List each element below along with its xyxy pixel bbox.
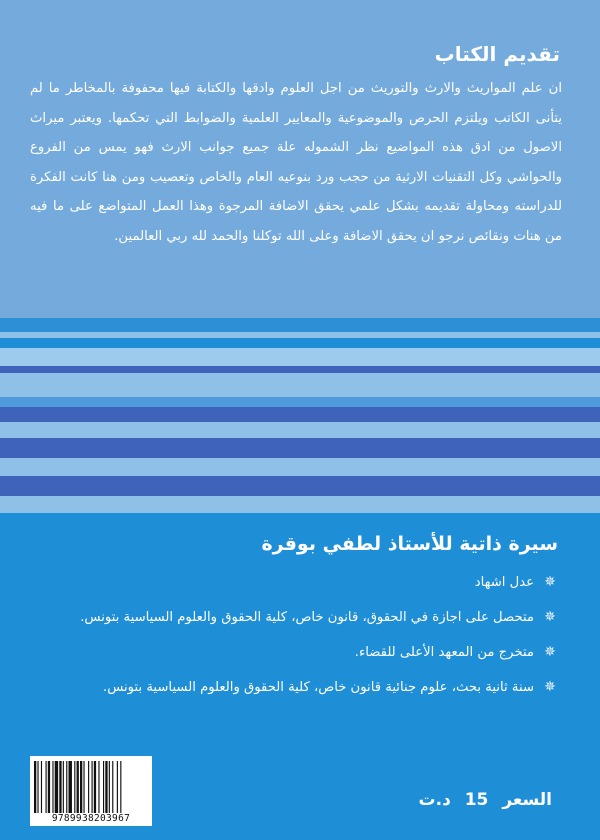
- barcode-bar: [41, 761, 42, 813]
- star-icon: ✵: [544, 679, 556, 695]
- star-icon: ✵: [544, 574, 556, 590]
- stripe: [0, 496, 600, 513]
- barcode-bar: [77, 761, 79, 813]
- stripe: [0, 366, 600, 373]
- stripe: [0, 476, 600, 496]
- stripe: [0, 407, 600, 422]
- barcode-bar: [120, 761, 121, 813]
- barcode-bar: [37, 761, 38, 813]
- barcode-bar: [105, 761, 107, 813]
- barcode-bar: [80, 761, 82, 813]
- stripe: [0, 373, 600, 397]
- price: [415, 790, 556, 810]
- barcode-bar: [94, 761, 96, 813]
- bio-item: ✵ سنة ثانية بحث، علوم جنائية قانون خاص، كلية الحقوق والعلوم السياسية بتونس.: [44, 673, 560, 702]
- barcode-bar: [83, 761, 84, 813]
- barcode-bar: [59, 761, 61, 813]
- bio-title: سيرة ذاتية للأستاذ لطفي بوقرة: [261, 533, 558, 555]
- barcode-bar: [98, 761, 99, 813]
- barcode-bar: [55, 761, 58, 813]
- barcode-bar: [74, 761, 75, 813]
- barcode-bar: [109, 761, 110, 813]
- barcode-bar: [52, 761, 53, 813]
- intro-body: ان علم المواريث والارث والتوريث من اجل العلوم وادقها والكتابة فيها محفوفة بالمخاطر ما لم يتأنى الكاتب ويلتزم الحرص والموضوعية والمعايير العلمية والضوابط التي تحكمها. ويعتبر ميراث الاصول من ادق هذه المواضيع نظر الشموله علة جميع جوانب الارث فهو يمس من الفروع والحواشي وكل التقنيات الارثية من حجب ورد بنوعيه العام والخاص وتعصيب ومن هنا كانت الفكرة للدراسته ومحاولة تقديمه بشكل علمي يحقق الاضافة المرجوة وهذا العمل المتواضع على ما فيه من هنات ونقائص نرجو ان يحقق الاضافة وعلى الله توكلنا والحمد لله ربي العالمين.: [30, 81, 562, 244]
- bio-item: ✵ عدل اشهاد: [44, 568, 560, 597]
- price-label: السعر: [502, 790, 552, 810]
- price-amount: 15: [464, 790, 489, 810]
- bio-list: [44, 568, 560, 702]
- barcode-bar: [88, 761, 89, 813]
- barcode-bar: [48, 761, 50, 813]
- barcode-bar: [34, 761, 36, 813]
- stripe: [0, 422, 600, 438]
- isbn-barcode: [30, 756, 152, 826]
- barcode-bar: [103, 761, 104, 813]
- stripe: [0, 348, 600, 366]
- barcode-bars-icon: [34, 761, 148, 813]
- stripe: [0, 397, 600, 407]
- stripe: [0, 338, 600, 348]
- barcode-bar: [117, 761, 118, 813]
- stripe: [0, 458, 600, 476]
- barcode-bar: [112, 761, 113, 813]
- intro-title: تقديم الكتاب: [434, 42, 560, 66]
- barcode-bar: [69, 761, 72, 813]
- stripe: [0, 318, 600, 332]
- star-icon: ✵: [544, 644, 556, 660]
- stripe: [0, 438, 600, 458]
- isbn-number: 9789938203967: [51, 813, 131, 824]
- bio-item: ✵ متحصل على اجازة في الحقوق، قانون خاص، كلية الحقوق والعلوم السياسية بتونس.: [44, 603, 560, 632]
- star-icon: ✵: [544, 609, 556, 625]
- price-currency: د.ت: [418, 790, 451, 810]
- barcode-bar: [66, 761, 67, 813]
- bio-item: ✵ متخرج من المعهد الأعلى للقضاء.: [44, 638, 560, 667]
- barcode-bar: [63, 761, 64, 813]
- barcode-bar: [46, 761, 47, 813]
- barcode-bar: [92, 761, 93, 813]
